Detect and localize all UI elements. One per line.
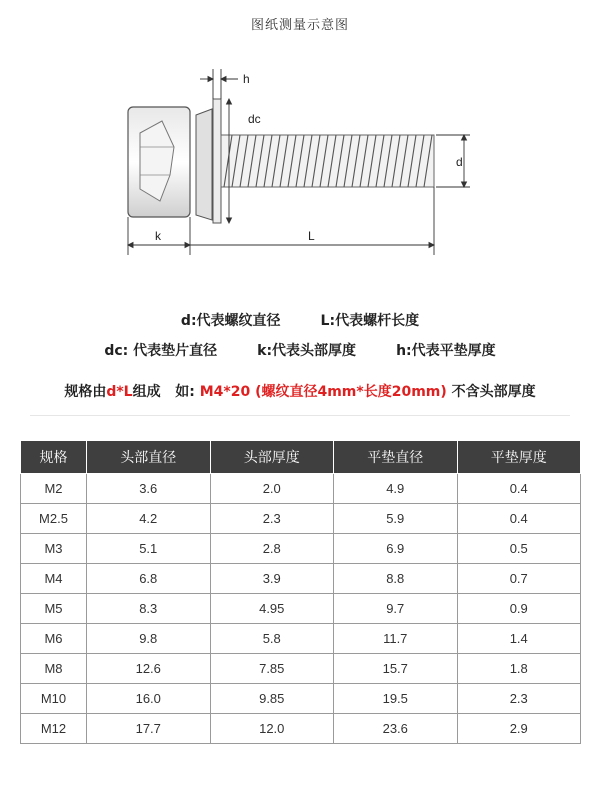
cell-head-diameter: 9.8 bbox=[87, 624, 211, 654]
dim-L bbox=[190, 187, 434, 255]
spring-washer bbox=[196, 109, 212, 220]
cell-head-thickness: 2.8 bbox=[210, 534, 334, 564]
cell-head-diameter: 17.7 bbox=[87, 714, 211, 744]
cell-head-thickness: 4.95 bbox=[210, 594, 334, 624]
cell-head-diameter: 8.3 bbox=[87, 594, 211, 624]
screw-diagram bbox=[100, 55, 500, 270]
screw-shank bbox=[221, 135, 434, 187]
dim-h bbox=[200, 69, 238, 99]
table-row bbox=[21, 654, 581, 684]
cell-spec: M8 bbox=[21, 654, 87, 684]
cell-head-thickness: 2.0 bbox=[210, 474, 334, 504]
legend-dc: dc: 代表垫片直径 bbox=[104, 343, 218, 359]
cell-spec: M12 bbox=[21, 714, 87, 744]
legend-L: L:代表螺杆长度 bbox=[320, 313, 420, 329]
cell-head-diameter: 3.6 bbox=[87, 474, 211, 504]
legend-line-2 bbox=[0, 340, 600, 360]
label-dc: dc bbox=[248, 112, 261, 126]
cell-washer-diameter: 15.7 bbox=[334, 654, 458, 684]
cell-washer-thickness: 0.7 bbox=[457, 564, 581, 594]
header-washer-thickness: 平垫厚度 bbox=[457, 441, 581, 474]
header-washer-diameter: 平垫直径 bbox=[334, 441, 458, 474]
page-title: 图纸测量示意图 bbox=[250, 18, 349, 33]
cell-head-diameter: 12.6 bbox=[87, 654, 211, 684]
cell-washer-thickness: 2.9 bbox=[457, 714, 581, 744]
cell-washer-diameter: 6.9 bbox=[334, 534, 458, 564]
spec-suffix: 不含头部厚度 bbox=[446, 384, 536, 400]
legend-d: d:代表螺纹直径 bbox=[180, 313, 281, 329]
cell-washer-diameter: 9.7 bbox=[334, 594, 458, 624]
cell-washer-diameter: 8.8 bbox=[334, 564, 458, 594]
cell-head-diameter: 6.8 bbox=[87, 564, 211, 594]
label-h: h bbox=[243, 72, 250, 86]
cell-head-thickness: 9.85 bbox=[210, 684, 334, 714]
cell-head-thickness: 12.0 bbox=[210, 714, 334, 744]
table-row bbox=[21, 624, 581, 654]
header-head-thickness: 头部厚度 bbox=[210, 441, 334, 474]
cell-washer-diameter: 23.6 bbox=[334, 714, 458, 744]
cell-head-diameter: 16.0 bbox=[87, 684, 211, 714]
legend-k: k:代表头部厚度 bbox=[257, 343, 357, 359]
cell-washer-thickness: 0.4 bbox=[457, 474, 581, 504]
table-row bbox=[21, 564, 581, 594]
cell-head-diameter: 4.2 bbox=[87, 504, 211, 534]
table-row bbox=[21, 504, 581, 534]
spec-prefix: 规格由 bbox=[64, 384, 107, 400]
flat-washer bbox=[213, 99, 221, 223]
label-L: L bbox=[308, 229, 315, 243]
table-row bbox=[21, 714, 581, 744]
cell-spec: M6 bbox=[21, 624, 87, 654]
cell-head-diameter: 5.1 bbox=[87, 534, 211, 564]
spec-example: M4*20 (螺纹直径4mm*长度20mm) bbox=[199, 384, 447, 400]
spec-note bbox=[0, 381, 600, 401]
table-header-row bbox=[21, 441, 581, 474]
spec-table bbox=[20, 440, 581, 744]
spec-middle: 组成 如: bbox=[132, 384, 200, 400]
cell-washer-thickness: 1.4 bbox=[457, 624, 581, 654]
table-row bbox=[21, 594, 581, 624]
cell-spec: M3 bbox=[21, 534, 87, 564]
label-d: d bbox=[456, 155, 463, 169]
cell-head-thickness: 5.8 bbox=[210, 624, 334, 654]
dim-d bbox=[436, 135, 470, 187]
cell-spec: M2.5 bbox=[21, 504, 87, 534]
cell-washer-diameter: 19.5 bbox=[334, 684, 458, 714]
legend-line-1 bbox=[0, 310, 600, 330]
cell-head-thickness: 7.85 bbox=[210, 654, 334, 684]
cell-spec: M10 bbox=[21, 684, 87, 714]
cell-washer-diameter: 11.7 bbox=[334, 624, 458, 654]
table-row bbox=[21, 534, 581, 564]
cell-washer-diameter: 4.9 bbox=[334, 474, 458, 504]
cell-spec: M5 bbox=[21, 594, 87, 624]
cell-washer-thickness: 2.3 bbox=[457, 684, 581, 714]
cell-spec: M2 bbox=[21, 474, 87, 504]
header-head-diameter: 头部直径 bbox=[87, 441, 211, 474]
table-row bbox=[21, 684, 581, 714]
legend-h: h:代表平垫厚度 bbox=[396, 343, 496, 359]
cell-head-thickness: 3.9 bbox=[210, 564, 334, 594]
cell-washer-thickness: 0.5 bbox=[457, 534, 581, 564]
cell-washer-diameter: 5.9 bbox=[334, 504, 458, 534]
cell-washer-thickness: 1.8 bbox=[457, 654, 581, 684]
divider bbox=[30, 415, 570, 416]
table-row bbox=[21, 474, 581, 504]
header-spec: 规格 bbox=[21, 441, 87, 474]
cell-spec: M4 bbox=[21, 564, 87, 594]
cell-washer-thickness: 0.4 bbox=[457, 504, 581, 534]
cell-head-thickness: 2.3 bbox=[210, 504, 334, 534]
spec-formula: d*L bbox=[106, 384, 133, 400]
label-k: k bbox=[155, 229, 161, 243]
cell-washer-thickness: 0.9 bbox=[457, 594, 581, 624]
